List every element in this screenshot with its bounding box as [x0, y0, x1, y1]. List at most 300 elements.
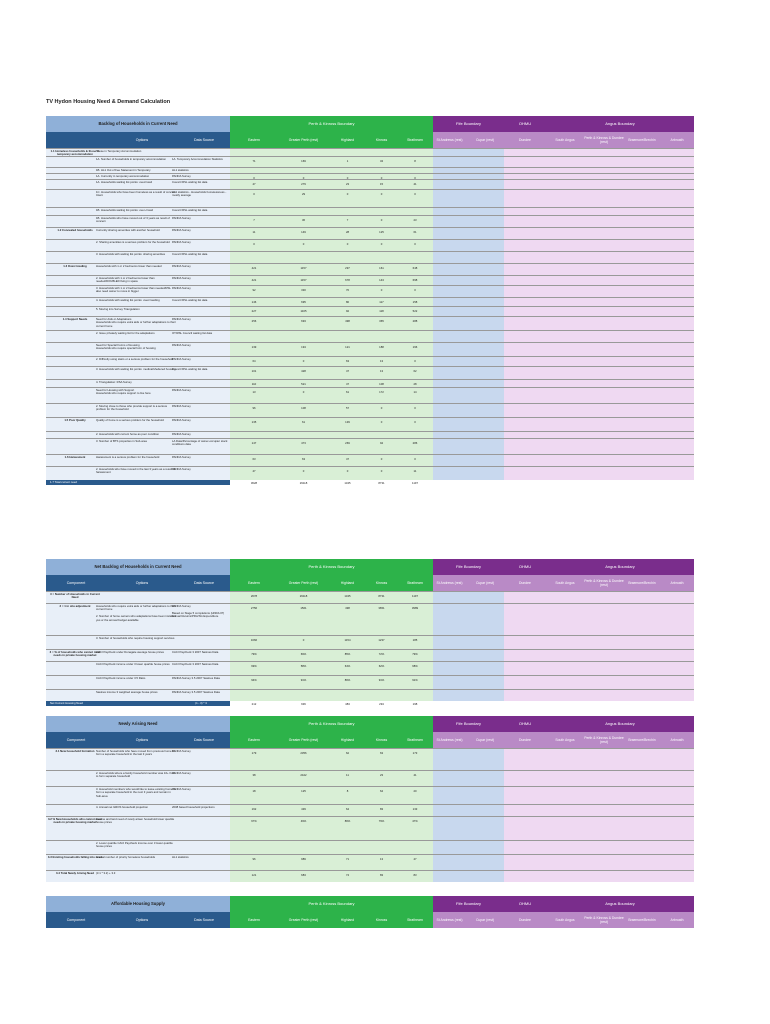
row-component: 1.2 Concealed households: [57, 229, 93, 232]
col-head-options: Options: [106, 575, 178, 591]
cell-value: 23: [379, 773, 384, 777]
row-data-source: CACI Paycheck 3 2007 Sasines Data: [172, 663, 219, 666]
col-head: Highland: [329, 732, 366, 748]
row-data-source: PANDA Survey 3.5 2007 Sasines Data: [172, 691, 220, 694]
row-option: 1C. Households who have been homeless as a result of concern Intern: [96, 191, 176, 198]
row-data-source: HL1 statistics - Households homelessness - mostly average: [172, 191, 227, 198]
cell-value: 8: [414, 159, 416, 163]
cell-value: 47%: [412, 819, 418, 823]
cell-value: 62%: [378, 664, 385, 668]
cell-value: 92: [252, 288, 256, 292]
cell-value: 2756: [250, 606, 258, 610]
cell-value: 7: [253, 218, 255, 222]
group-fife: Fife Boundary: [433, 116, 504, 132]
group-perth: Perth & Kinross Boundary: [230, 716, 433, 732]
row-option: Need for Aids or Adaptations Households who require extra aids or further adaptations to their current home: [96, 318, 176, 328]
cell-value: 648: [412, 266, 418, 270]
row-option: CACI Paycheck income under 3 lower quartile house prices: [96, 663, 170, 666]
cell-value: 0: [414, 359, 416, 363]
cell-value: 121: [251, 873, 257, 877]
row-component: 1.1 Homeless households & those in temporary accommodation: [50, 150, 100, 157]
row-option: 1A. Number of households in temporary accommodation: [96, 158, 166, 161]
cell-value: 256: [251, 319, 257, 323]
cell-value: 61: [345, 390, 350, 394]
row-option: 3. Number of households who require housing support services: [96, 637, 175, 640]
cell-value: 2678: [250, 594, 258, 598]
cell-value: 64: [345, 807, 350, 811]
col-head: Greater Perth (rest): [278, 732, 329, 748]
row-option: Annual number of priority homeless households: [96, 856, 156, 859]
col-head: Eastern: [230, 912, 278, 928]
cell-value: 1157: [300, 266, 307, 270]
cell-value: 428: [301, 369, 306, 373]
row-option: 3. Number of BTS properties in Sub-area: [96, 440, 147, 443]
cell-value: 92: [345, 309, 350, 313]
cell-value: 91%: [300, 678, 307, 682]
cell-value: 0: [414, 420, 416, 424]
row-data-source: PANDA Survey: [172, 318, 191, 321]
cell-value: 86%: [344, 819, 351, 823]
row-component: 1.6 Harassment: [64, 456, 86, 459]
cell-value: 0: [414, 242, 416, 246]
col-head: St Andrews (rest): [433, 732, 466, 748]
table-row: [46, 661, 694, 676]
cell-value: 110: [251, 382, 257, 386]
cell-value: 0: [380, 192, 383, 196]
cell-value: 1157: [300, 278, 307, 282]
row-option: 2. Households who have moved in the last 3 years as a result of harassment: [96, 468, 176, 475]
cell-value: 1345: [344, 594, 351, 598]
cell-value: 7: [346, 218, 349, 222]
cell-value: 989: [301, 857, 306, 861]
cell-value: 0: [380, 469, 383, 473]
cell-value: 139: [251, 345, 257, 349]
cell-value: 36: [301, 218, 306, 222]
cell-value: 227: [251, 309, 257, 313]
cell-value: 498: [345, 606, 350, 610]
cell-value: 67%: [251, 819, 257, 823]
cell-value: 1165: [300, 309, 307, 313]
cell-value: 125: [379, 230, 384, 234]
col-head: Strathearn: [397, 912, 433, 928]
table-row: [46, 438, 694, 455]
row-data-source: LA Data/Percentage of owner-occupier stock conditions data: [172, 440, 228, 447]
col-head: Dundee: [504, 732, 546, 748]
cell-value: 61: [301, 420, 306, 424]
cell-value: 91%: [412, 678, 418, 682]
table-row: [46, 603, 694, 636]
table-row: [46, 840, 694, 855]
cell-value: 18: [252, 789, 256, 793]
col-head: Kinross: [366, 132, 397, 148]
cell-value: 83: [413, 873, 417, 877]
col-head-component: Component: [46, 575, 106, 591]
cell-value: 20: [413, 789, 417, 793]
cell-value: 162: [251, 807, 257, 811]
row-option: 4. Triangulation: RSA Survey: [96, 381, 132, 384]
cell-value: 85%: [344, 652, 351, 656]
section-header: [46, 896, 694, 928]
col-head: Arbroath: [660, 912, 694, 928]
row-option: 3. Households with 1 or 2 bedrooms fewer than needed/RSL also need owner to move in bigger: [96, 287, 171, 294]
cell-value: 11: [413, 469, 417, 473]
row-component: 3.3 Existing households falling into need: [47, 856, 103, 859]
cell-value: 0: [380, 288, 383, 292]
cell-value: 64: [252, 359, 256, 363]
cell-value: 63: [301, 457, 306, 461]
col-head: Arbroath: [660, 732, 694, 748]
cell-value: 693: [301, 319, 306, 323]
table-row: [46, 816, 694, 841]
cell-value: 173: [412, 751, 418, 755]
row-option: 2. Households where a family household member was 16+ from to form separate household: [96, 772, 176, 779]
cell-value: 1237: [378, 638, 385, 642]
cell-value: 194: [301, 345, 306, 349]
col-head: Strathearn: [397, 732, 433, 748]
table-row: [46, 854, 694, 871]
cell-value: 0: [302, 638, 305, 642]
cell-value: 62: [413, 369, 417, 373]
cell-value: 8731: [378, 594, 385, 598]
cell-value: 0: [302, 390, 305, 394]
col-head-data-source: Data Source: [178, 732, 230, 748]
col-head-options: Options: [106, 912, 178, 928]
col-head: Arbroath: [660, 575, 694, 591]
cell-value: 0: [380, 242, 383, 246]
cell-value: 149: [301, 230, 306, 234]
cell-value: 1561: [300, 606, 307, 610]
total-value: 936: [301, 702, 306, 706]
cell-value: 179: [251, 751, 257, 755]
col-head: Kinross: [366, 732, 397, 748]
cell-value: 0: [302, 176, 305, 180]
total-value: 1345: [344, 481, 351, 485]
section-heading: Backlog of Households in Current Need: [46, 116, 230, 132]
cell-value: 0: [380, 176, 383, 180]
cell-value: 74: [345, 873, 350, 877]
cell-value: 169: [301, 159, 306, 163]
cell-value: 96: [252, 857, 256, 861]
cell-value: 117: [379, 300, 384, 304]
cell-value: 125: [301, 789, 306, 793]
row-option: 2. Households with current home as poor condition: [96, 433, 159, 436]
row-data-source: PANDA Survey: [172, 241, 191, 244]
row-data-source: PANDA Survey: [172, 468, 191, 471]
row-data-source: PANDA Survey Based on Stage 5 completions (HNDA 07) Annual Returns/PRA/SG Expenditure: [172, 605, 225, 619]
col-head: Dundee: [504, 132, 546, 148]
cell-value: 143: [379, 278, 384, 282]
row-data-source: PANDA Survey: [172, 456, 191, 459]
row-option: 4. Households with waiting list points: overcrowding: [96, 299, 160, 302]
cell-value: 0: [414, 457, 416, 461]
row-option: 3. Households with waiting list points: medical/sheltered housing: [96, 368, 176, 371]
row-data-source: PANDA Survey: [172, 419, 191, 422]
cell-value: 135: [251, 420, 257, 424]
group-fife: Fife Boundary: [433, 896, 504, 912]
cell-value: 0: [346, 192, 349, 196]
cell-value: 188: [379, 345, 384, 349]
cell-value: 0: [380, 406, 383, 410]
col-head-component: [46, 132, 106, 148]
cell-value: 41: [413, 182, 417, 186]
col-head: Highland: [329, 132, 366, 148]
cell-value: 13: [379, 359, 384, 363]
group-ohmu: OHMU: [504, 896, 546, 912]
cell-value: 64%: [344, 664, 351, 668]
col-head-options: Options: [106, 132, 178, 148]
cell-value: 70: [345, 288, 350, 292]
group-fife: Fife Boundary: [433, 716, 504, 732]
section-heading: Net Backlog of Households in Current Need: [46, 559, 230, 575]
row-option: 3. Household members who would like to leave existing home to form a separate household in the next 3 years and remain in Sub-area: [96, 788, 176, 798]
cell-value: 71: [252, 159, 256, 163]
col-head-component: Component: [46, 732, 106, 748]
row-component: 1.5 Poor Quality: [64, 419, 86, 422]
cell-value: 47: [345, 369, 350, 373]
col-head: St Andrews (rest): [433, 132, 466, 148]
row-option: 1B. HL1 Out of Fee Statement in Temporary: [96, 169, 151, 172]
section-heading: Affordable Housing Supply: [46, 896, 230, 912]
cell-value: 172: [379, 390, 384, 394]
cell-value: 695: [301, 300, 306, 304]
cell-value: 196: [412, 345, 418, 349]
group-perth: Perth & Kinross Boundary: [230, 896, 433, 912]
col-head: Greater Perth (rest): [278, 132, 329, 148]
cell-value: 1: [346, 159, 349, 163]
cell-value: 63: [345, 359, 350, 363]
row-data-source: PANDA Survey: [172, 229, 191, 232]
cell-value: 473: [301, 441, 306, 445]
row-option: 2. Lower quartile CACI Paycheck income over 3 lower quartile house prices: [96, 842, 173, 849]
total-row: [46, 480, 694, 485]
table-row: [46, 403, 694, 418]
row-option: Number of households who have moved from previous home to form a separate household in the last 3 years: [96, 750, 175, 757]
total-label: 1.7 Total current need: [50, 480, 78, 484]
cell-value: 1197: [411, 594, 418, 598]
row-option: 2. Moving close to those who provide support is a serious problem for the household: [96, 405, 168, 412]
group-angus: Angus Boundary: [546, 716, 694, 732]
cell-value: 28: [345, 230, 350, 234]
cell-value: 91%: [378, 678, 385, 682]
row-component: 1.4 Support Needs: [62, 318, 88, 321]
row-data-source: PANDA Survey: [172, 750, 191, 753]
row-data-source: 1A. Temporary Accommodation Statistics: [172, 158, 223, 161]
row-option: Quality of home is a serious problem for the household: [96, 419, 164, 422]
cell-value: 11: [346, 773, 349, 777]
col-head: St Andrews (rest): [433, 575, 466, 591]
cell-value: 0: [414, 288, 416, 292]
cell-value: 0: [346, 469, 349, 473]
cell-value: 147: [251, 441, 257, 445]
row-data-source: PANDA Survey: [172, 217, 191, 220]
col-head: Highland: [329, 912, 366, 928]
cell-value: 101: [251, 369, 257, 373]
col-head: Strathearn: [397, 132, 433, 148]
col-head: Braemore/Brechin: [624, 575, 660, 591]
row-option: Need for Housing with Support Households who require support to live here: [96, 389, 151, 396]
cell-value: 69%: [300, 652, 307, 656]
cell-value: 421: [251, 266, 257, 270]
group-perth: Perth & Kinross Boundary: [230, 116, 433, 132]
col-head-data-source: Data Source: [178, 912, 230, 928]
total-value: 1197: [411, 481, 418, 485]
col-head: Cupar (rest): [466, 732, 504, 748]
col-head: Perth & Kinross & Dundee (rest): [584, 132, 624, 148]
table-row: [46, 635, 694, 650]
table-row: [46, 342, 694, 357]
cell-value: 28: [413, 382, 417, 386]
cell-value: 279: [301, 182, 306, 186]
cell-value: 57: [345, 406, 350, 410]
col-head: Cupar (rest): [466, 912, 504, 928]
row-component: 3.2 % New Households who cannot meet needs in private housing market: [47, 818, 103, 825]
cell-value: 133: [412, 807, 418, 811]
row-data-source: PANDA Survey: [172, 389, 191, 392]
cell-value: 0: [253, 176, 255, 180]
cell-value: 330: [301, 288, 306, 292]
col-head: Braemore/Brechin: [624, 132, 660, 148]
col-head-options: Options: [106, 732, 178, 748]
cell-value: 2356: [300, 751, 307, 755]
col-head-data-source: Data Source: [178, 575, 230, 591]
cell-value: 72%: [378, 652, 385, 656]
row-option: Need for Special Forms of Housing Households who require special form of housing: [96, 344, 156, 351]
row-component: 3 = Number of Households in Current Need: [50, 593, 100, 600]
row-option: Households with 1 or 2 bedrooms fewer than needed: [96, 265, 162, 268]
cell-value: 94: [379, 441, 384, 445]
col-head: Perth & Kinross & Dundee (rest): [584, 575, 624, 591]
table-row: [46, 748, 694, 771]
col-head: Perth & Kinross & Dundee (rest): [584, 912, 624, 928]
cell-value: 63: [252, 457, 256, 461]
row-data-source: PANDA Survey: [172, 175, 191, 178]
row-data-source: CACI Paycheck 3 2007 Sasines Data: [172, 651, 219, 654]
total-value: 29118: [299, 481, 308, 485]
row-data-source: PANDA Survey: [172, 287, 191, 290]
row-data-source: PANDA Survey: [172, 265, 191, 268]
cell-value: 108: [379, 382, 384, 386]
cell-value: 0: [253, 242, 255, 246]
cell-value: 0: [302, 359, 305, 363]
cell-value: 64: [379, 789, 384, 793]
col-head: St Andrews (rest): [433, 912, 466, 928]
cell-value: 1154: [344, 638, 351, 642]
cell-value: 14: [413, 390, 417, 394]
row-data-source: 2008 based household projections: [172, 806, 215, 809]
total-value: 8731: [378, 481, 385, 485]
cell-value: 62: [345, 751, 350, 755]
cell-value: 0: [414, 406, 416, 410]
cell-value: 146: [251, 300, 257, 304]
row-option: Income and land need of newly arisen household lower quartile house prices: [96, 818, 175, 825]
col-head-component: Component: [46, 912, 106, 928]
total-value: 3628: [250, 481, 258, 485]
cell-value: 118: [379, 309, 384, 313]
cell-value: 80: [345, 300, 350, 304]
table-row: [46, 366, 694, 380]
cell-value: 297: [345, 266, 350, 270]
col-head: Eastern: [230, 132, 278, 148]
row-data-source: PANDA Survey: [172, 788, 191, 791]
cell-value: 0: [346, 176, 349, 180]
cell-value: 421: [251, 278, 257, 282]
row-data-source: HL1 statistics: [172, 169, 189, 172]
table-row: [46, 316, 694, 331]
row-option: Those in Temporary Accommodation: [96, 150, 142, 153]
row-component: 3.4 Total Newly Arising Need: [56, 872, 94, 875]
row-option: CACI Paycheck income under 3.5 Ratio: [96, 677, 146, 680]
row-option: 4. Annual net GROS household projection: [96, 806, 148, 809]
section-heading: Newly Arising Need: [46, 716, 230, 732]
row-component: 3 = % of households who cannot meet needs in private housing market: [49, 651, 101, 658]
cell-value: 11: [252, 230, 256, 234]
cell-value: 23: [345, 182, 350, 186]
row-data-source: PANDA Survey 3.5 2007 Sasines Data: [172, 677, 220, 680]
row-option: 2. Issue privately waiting list for the adaptations: [96, 332, 155, 335]
row-component: 3.1 New household formation: [55, 750, 95, 753]
row-data-source: PANDA Survey: [172, 277, 191, 280]
group-perth: Perth & Kinross Boundary: [230, 559, 433, 575]
table-row: [46, 466, 694, 481]
cell-value: 15: [379, 182, 384, 186]
col-head: Arbroath: [660, 132, 694, 148]
cell-value: 13: [252, 390, 256, 394]
total-value: 483: [345, 702, 350, 706]
table-row: [46, 387, 694, 404]
row-data-source: PANDA Survey: [172, 433, 191, 436]
cell-value: 79%: [378, 819, 385, 823]
row-option: Currently sharing amenities with another household: [96, 229, 160, 232]
cell-value: 269: [345, 441, 350, 445]
cell-value: 69%: [251, 664, 257, 668]
table-row: [46, 870, 694, 883]
cell-value: 41: [413, 773, 417, 777]
col-head: Kinross: [366, 575, 397, 591]
cell-value: 63: [379, 751, 384, 755]
cell-value: 68%: [412, 664, 418, 668]
cell-value: 47: [252, 182, 256, 186]
group-fife: Fife Boundary: [433, 559, 504, 575]
table-row: [46, 675, 694, 690]
cell-value: 47: [252, 469, 256, 473]
row-data-source: HL1 statistics: [172, 856, 189, 859]
group-angus: Angus Boundary: [546, 559, 694, 575]
row-data-source: Council RSL waiting list data: [172, 253, 208, 256]
cell-value: 29118: [299, 594, 308, 598]
row-data-source: PANDA Survey: [172, 344, 191, 347]
col-head: Cupar (rest): [466, 132, 504, 148]
col-head: South Angus: [546, 575, 584, 591]
cell-value: 2422: [300, 773, 307, 777]
col-head: South Angus: [546, 132, 584, 148]
cell-value: 0: [253, 192, 255, 196]
cell-value: 521: [301, 382, 306, 386]
row-option: 2. Households with 1 or 2 bedrooms fewer than needed/DOUBLED living in space: [96, 277, 155, 284]
cell-value: 698: [412, 278, 418, 282]
col-head: Cupar (rest): [466, 575, 504, 591]
cell-value: 3651: [378, 606, 385, 610]
cell-value: 108: [301, 406, 306, 410]
cell-value: 58%: [300, 664, 307, 668]
row-data-source: OT/RSL Council waiting list data: [172, 332, 213, 335]
col-head-data-source: Data Source: [178, 132, 230, 148]
col-head: Eastern: [230, 575, 278, 591]
cell-value: 47: [413, 857, 417, 861]
row-option: Harassment is a serious problem for the household: [96, 456, 160, 459]
cell-value: 288: [412, 319, 418, 323]
row-data-source: PANDA Survey: [172, 772, 191, 775]
group-angus: Angus Boundary: [546, 896, 694, 912]
